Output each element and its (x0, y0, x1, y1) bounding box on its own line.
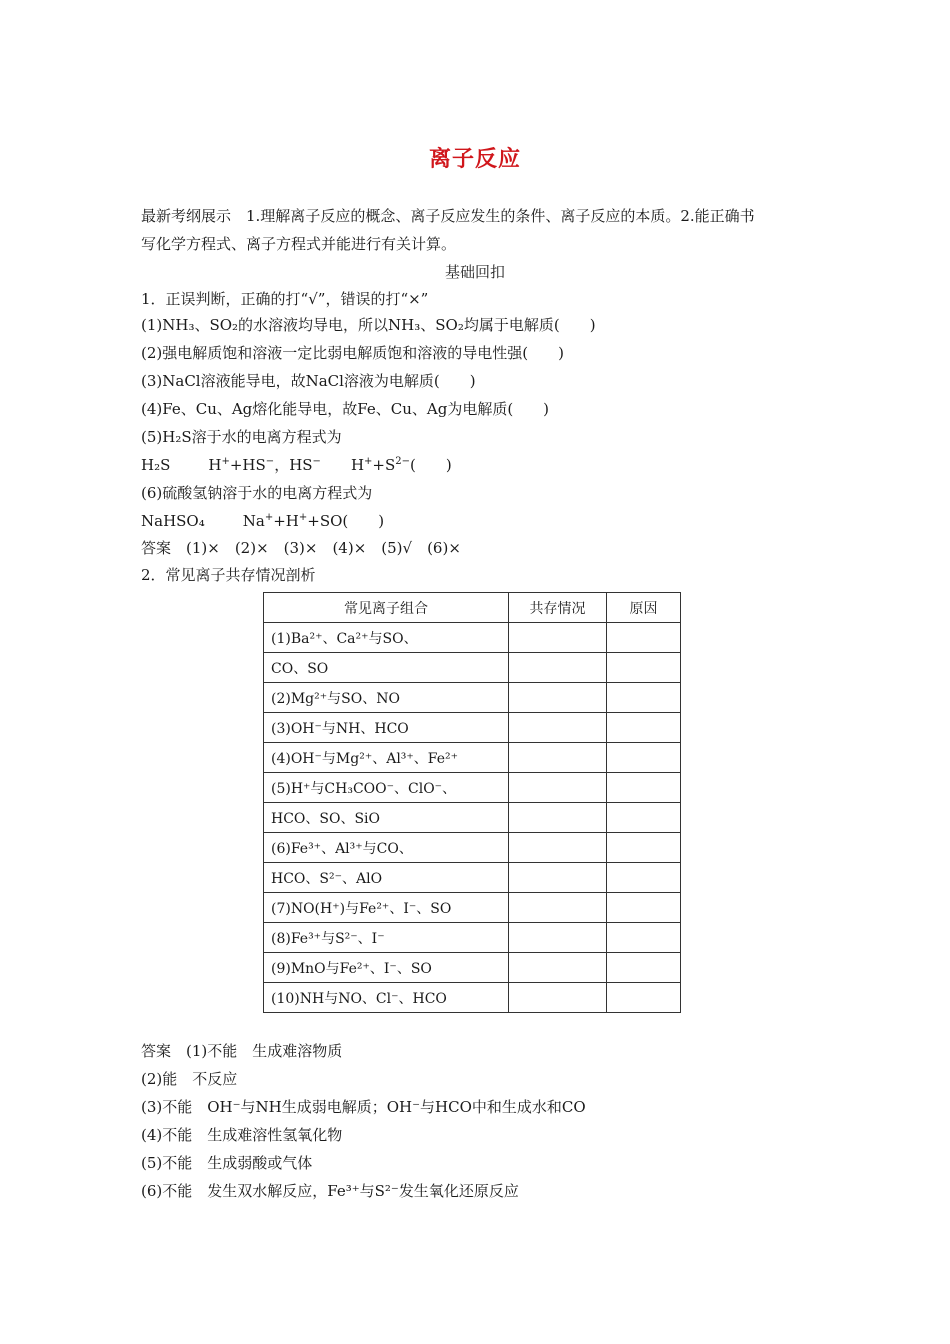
q2-heading: 2．常见离子共存情况剖析 (141, 566, 316, 584)
eq6-reactant: NaHSO₄ (141, 512, 205, 530)
table-row (264, 983, 681, 1013)
table-cell-empty (509, 623, 607, 653)
table-cell-ions: (8)Fe³⁺与S²⁻、I⁻ (264, 923, 509, 953)
page-title: 离子反应 (428, 147, 521, 172)
table-cell-empty (607, 683, 681, 713)
q2-answer-5: (5)不能 生成弱酸或气体 (141, 1154, 313, 1172)
table-row (264, 953, 681, 983)
table-cell-empty (509, 923, 607, 953)
eq5-h2: H (350, 456, 365, 474)
header-coexistence: 共存情况 (509, 593, 607, 623)
table-cell-empty (509, 743, 607, 773)
q2-answer-4: (4)不能 生成难溶性氢氧化物 (141, 1126, 343, 1144)
table-cell-empty (509, 833, 607, 863)
table-cell-empty (509, 683, 607, 713)
table-cell-empty (607, 713, 681, 743)
table-cell-empty (607, 983, 681, 1013)
eq5-reactant: H₂S (141, 456, 171, 474)
table-cell-ions: (7)NO(H⁺)与Fe²⁺、I⁻、SO (264, 893, 509, 923)
table-cell-empty (509, 893, 607, 923)
table-row (264, 653, 681, 683)
table-cell-ions: (10)NH与NO、Cl⁻、HCO (264, 983, 509, 1013)
header-ion-combination: 常见离子组合 (264, 593, 509, 623)
table-row (264, 833, 681, 863)
table-cell-ions: HCO、SO、SiO (264, 803, 509, 833)
intro-line-2: 写化学方程式、离子方程式并能进行有关计算。 (141, 235, 457, 253)
table-cell-empty (509, 983, 607, 1013)
q1-item-3: (3)NaCl溶液能导电，故NaCl溶液为电解质( ) (141, 372, 476, 390)
eq5-paren: ( ) (410, 456, 452, 474)
q1-item-1: (1)NH₃、SO₂的水溶液均导电，所以NH₃、SO₂均属于电解质( ) (141, 316, 596, 334)
eq5-hs: +HS (229, 456, 266, 474)
table-row (264, 713, 681, 743)
ion-coexistence-table (263, 592, 681, 1013)
table-row (264, 683, 681, 713)
table-cell-ions: (5)H⁺与CH₃COO⁻、ClO⁻、 (264, 773, 509, 803)
q2-answer-6: (6)不能 发生双水解反应，Fe³⁺与S²⁻发生氧化还原反应 (141, 1182, 519, 1200)
table-cell-empty (509, 803, 607, 833)
table-row (264, 923, 681, 953)
table-cell-empty (607, 953, 681, 983)
eq5-s: +S (372, 456, 396, 474)
table-cell-empty (509, 953, 607, 983)
eq5-h: H (208, 456, 222, 474)
table-row (264, 743, 681, 773)
table-cell-empty (509, 713, 607, 743)
table-row (264, 863, 681, 893)
eq6-so: +SO( ) (307, 512, 385, 530)
table-cell-empty (607, 623, 681, 653)
table-cell-ions: (2)Mg²⁺与SO、NO (264, 683, 509, 713)
q1-equation-6: NaHSO₄ Na++H++SO( ) (141, 512, 385, 530)
header-reason: 原因 (607, 593, 681, 623)
table-header-row (264, 593, 681, 623)
table-cell-ions: CO、SO (264, 653, 509, 683)
table-cell-ions: HCO、S²⁻、AlO (264, 863, 509, 893)
table-cell-empty (607, 893, 681, 923)
q2-answer-2: (2)能 不反应 (141, 1070, 238, 1088)
table-cell-empty (607, 773, 681, 803)
q1-item-5: (5)H₂S溶于水的电离方程式为 (141, 428, 342, 446)
table-cell-empty (509, 653, 607, 683)
q2-answer-3: (3)不能 OH⁻与NH生成弱电解质；OH⁻与HCO中和生成水和CO (141, 1098, 586, 1116)
q1-heading: 1．正误判断，正确的打“√”，错误的打“×” (141, 290, 429, 308)
table-row (264, 623, 681, 653)
table-cell-ions: (1)Ba²⁺、Ca²⁺与SO、 (264, 623, 509, 653)
table-cell-ions: (9)MnO与Fe²⁺、I⁻、SO (264, 953, 509, 983)
table-cell-empty (607, 923, 681, 953)
eq5-hs2: ，HS (274, 456, 313, 474)
table-row (264, 803, 681, 833)
table-cell-empty (509, 863, 607, 893)
table-cell-empty (509, 773, 607, 803)
eq6-h: +H (273, 512, 299, 530)
table-cell-ions: (3)OH⁻与NH、HCO (264, 713, 509, 743)
q1-item-6: (6)硫酸氢钠溶于水的电离方程式为 (141, 484, 373, 502)
table-cell-empty (607, 803, 681, 833)
table-cell-ions: (4)OH⁻与Mg²⁺、Al³⁺、Fe²⁺ (264, 743, 509, 773)
section-heading: 基础回扣 (444, 263, 505, 281)
table-cell-empty (607, 833, 681, 863)
q1-item-2: (2)强电解质饱和溶液一定比弱电解质饱和溶液的导电性强( ) (141, 344, 564, 362)
eq6-na: Na (242, 512, 265, 530)
table-row (264, 773, 681, 803)
table-cell-empty (607, 863, 681, 893)
table-cell-empty (607, 743, 681, 773)
q2-answer-1: 答案 (1)不能 生成难溶物质 (141, 1042, 343, 1060)
q1-answer: 答案 (1)× (2)× (3)× (4)× (5)√ (6)× (141, 539, 461, 557)
q1-item-4: (4)Fe、Cu、Ag熔化能导电，故Fe、Cu、Ag为电解质( ) (141, 400, 550, 418)
table-row (264, 893, 681, 923)
table-cell-ions: (6)Fe³⁺、Al³⁺与CO、 (264, 833, 509, 863)
q1-equation-5: H₂S H++HS−，HS− $H^++S^{2-}$( ) (141, 456, 452, 474)
intro-line-1: 最新考纲展示 1.理解离子反应的概念、离子反应发生的条件、离子反应的本质。2.能正确书 (141, 207, 755, 225)
table-cell-empty (607, 653, 681, 683)
